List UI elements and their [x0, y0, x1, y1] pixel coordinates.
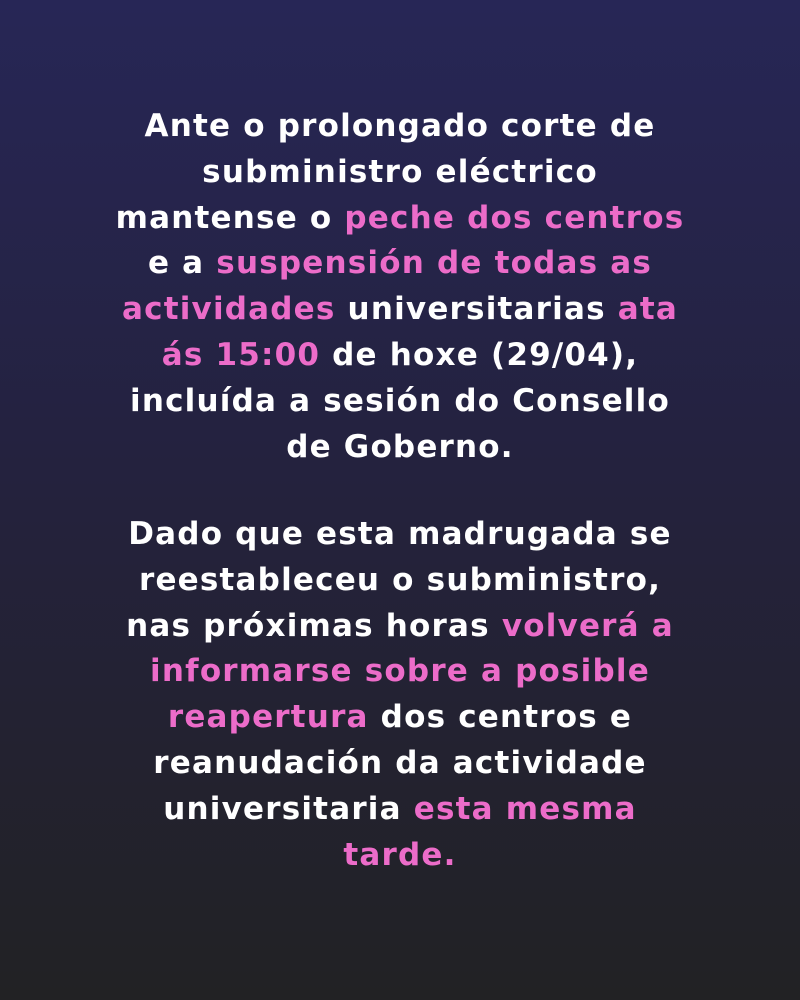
highlighted-text: informarse sobre a posible: [150, 653, 650, 690]
text-line: reestableceu o subministro,: [138, 561, 662, 598]
highlighted-text: reapertura: [167, 699, 369, 736]
text-line: [0, 833, 800, 879]
highlighted-text: esta mesma: [413, 790, 637, 827]
text-line: mantense o peche dos centros: [115, 199, 685, 236]
closure-announcement-paragraph: [0, 104, 800, 470]
text-line: de Goberno.: [286, 428, 514, 465]
text-line: universitaria esta mesma: [163, 790, 637, 827]
text-line: subministro eléctrico: [202, 153, 598, 190]
highlighted-text: ás 15:00: [161, 336, 321, 373]
text-line: reapertura dos centros e: [167, 699, 633, 736]
highlighted-text: volverá a: [501, 607, 674, 644]
text-line: e a suspensión de todas as: [147, 245, 653, 282]
text-line: Ante o prolongado corte de: [144, 108, 656, 144]
text-line: ás 15:00 de hoxe (29/04),: [161, 336, 639, 373]
reopening-update-paragraph: [0, 512, 800, 878]
text-line: [0, 649, 800, 695]
text-line: Dado que esta madrugada se: [128, 516, 672, 552]
text-line: incluída a sesión do Consello: [130, 382, 670, 419]
highlighted-text: tarde.: [343, 836, 457, 873]
text-line: actividades universitarias ata: [122, 291, 678, 328]
text-line: reanudación da actividade: [153, 744, 647, 781]
highlighted-text: peche dos centros: [344, 199, 685, 236]
highlighted-text: suspensión de todas as: [216, 245, 653, 282]
text-line: nas próximas horas volverá a: [126, 607, 674, 644]
highlighted-text: actividades: [122, 291, 336, 328]
highlighted-text: ata: [617, 291, 678, 328]
